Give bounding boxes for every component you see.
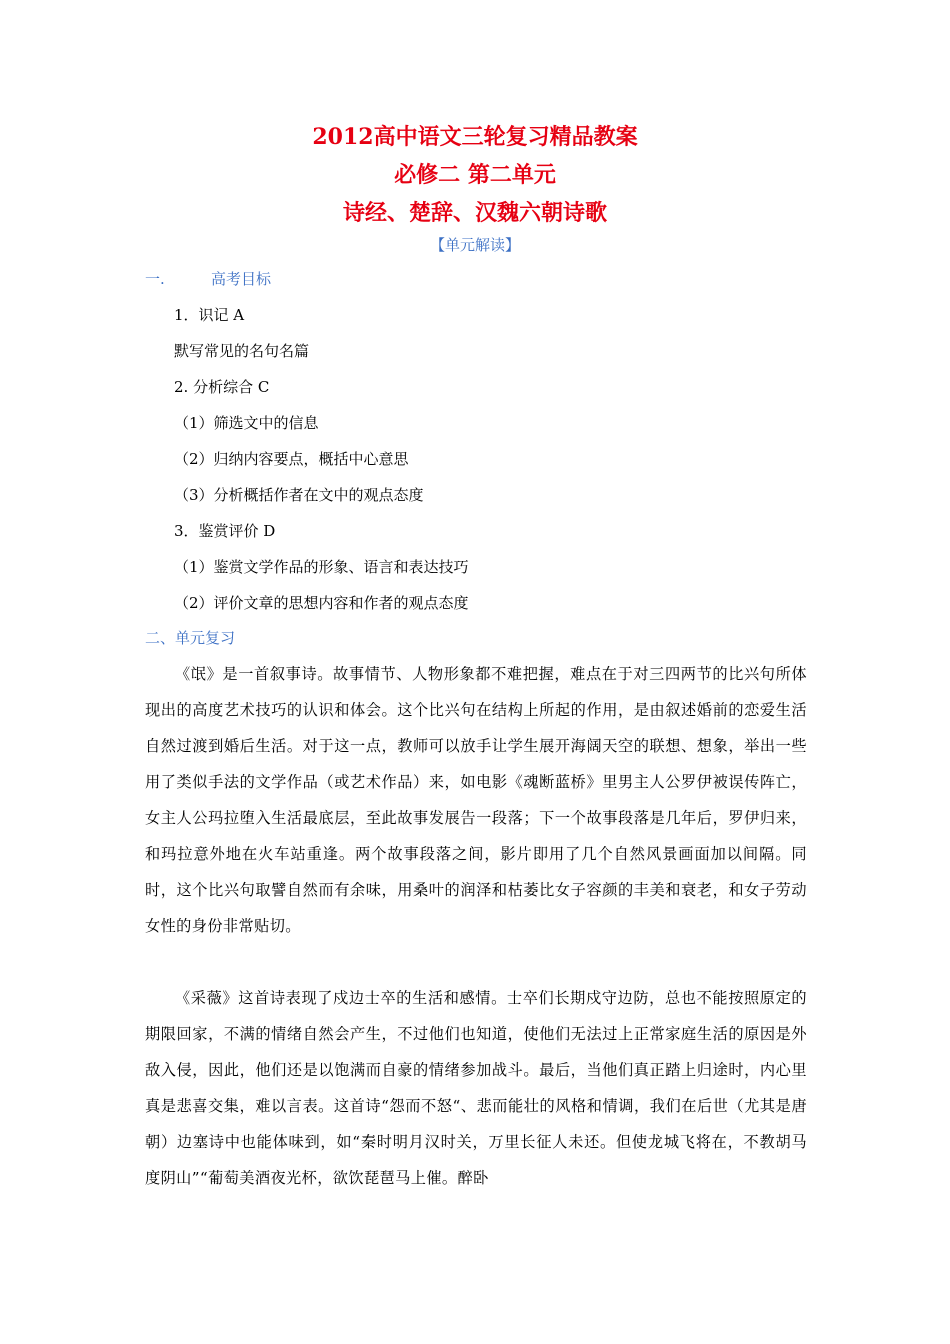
list-item: 2. 分析综合 C	[174, 378, 270, 396]
list-item: （1）筛选文中的信息	[174, 414, 319, 432]
document-subtitle-topic: 诗经、楚辞、汉魏六朝诗歌	[342, 200, 607, 226]
section1-number: 一.	[145, 270, 165, 288]
list-item: 默写常见的名句名篇	[174, 342, 310, 360]
unit-interpretation-tag: 【单元解读】	[429, 236, 520, 254]
body-paragraph: 《氓》是一首叙事诗。故事情节、人物形象都不难把握，难点在于对三四两节的比兴句所体现出的高度艺术技巧的认识和体会。这个比兴句在结构上所起的作用，是由叙述婚前的恋爱生活自然过渡到婚后生活。对于这一点，教师可以放手让学生展开海阔天空的联想、想象，举出一些用了类似手法的文学作品（或艺术作品）来，如电影《魂断蓝桥》里男主人公罗伊被误传阵亡，女主人公玛拉堕入生活最底层，至此故事发展告一段落；下一个故事段落是几年后，罗伊归来，和玛拉意外地在火车站重逢。两个故事段落之间，影片即用了几个自然风景画面加以间隔。同时，这个比兴句取譬自然而有余味，用桑叶的润泽和枯萎比女子容颜的丰美和衰老，和女子劳动女性的身份非常贴切。	[145, 665, 807, 935]
section1-title: 高考目标	[211, 270, 272, 288]
list-item: （1）鉴赏文学作品的形象、语言和表达技巧	[174, 558, 469, 576]
list-item: 1．识记 A	[174, 306, 245, 324]
section2-heading: 二、单元复习	[145, 629, 236, 647]
section1-heading	[145, 268, 271, 290]
list-item: （2）评价文章的思想内容和作者的观点态度	[174, 594, 469, 612]
list-item: 3．鉴赏评价 D	[174, 522, 276, 540]
document-subtitle-unit: 必修二 第二单元	[394, 162, 556, 188]
list-item: （3）分析概括作者在文中的观点态度	[174, 486, 424, 504]
body-paragraph: 《采薇》这首诗表现了戍边士卒的生活和感情。士卒们长期戍守边防，总也不能按照原定的期限回家，不满的情绪自然会产生，不过他们也知道，使他们无法过上正常家庭生活的原因是外敌入侵，因此，他们还是以饱满而自豪的情绪参加战斗。最后，当他们真正踏上归途时，内心里真是悲喜交集，难以言表。这首诗“怨而不怒“、悲而能壮的风格和情调，我们在后世（尤其是唐朝）边塞诗中也能体味到，如“秦时明月汉时关，万里长征人未还。但使龙城飞将在，不教胡马度阴山”“葡萄美酒夜光杯，欲饮琵琶马上催。醉卧	[145, 989, 807, 1187]
list-item: （2）归纳内容要点，概括中心意思	[174, 450, 409, 468]
document-title: 2012高中语文三轮复习精品教案	[312, 124, 638, 150]
